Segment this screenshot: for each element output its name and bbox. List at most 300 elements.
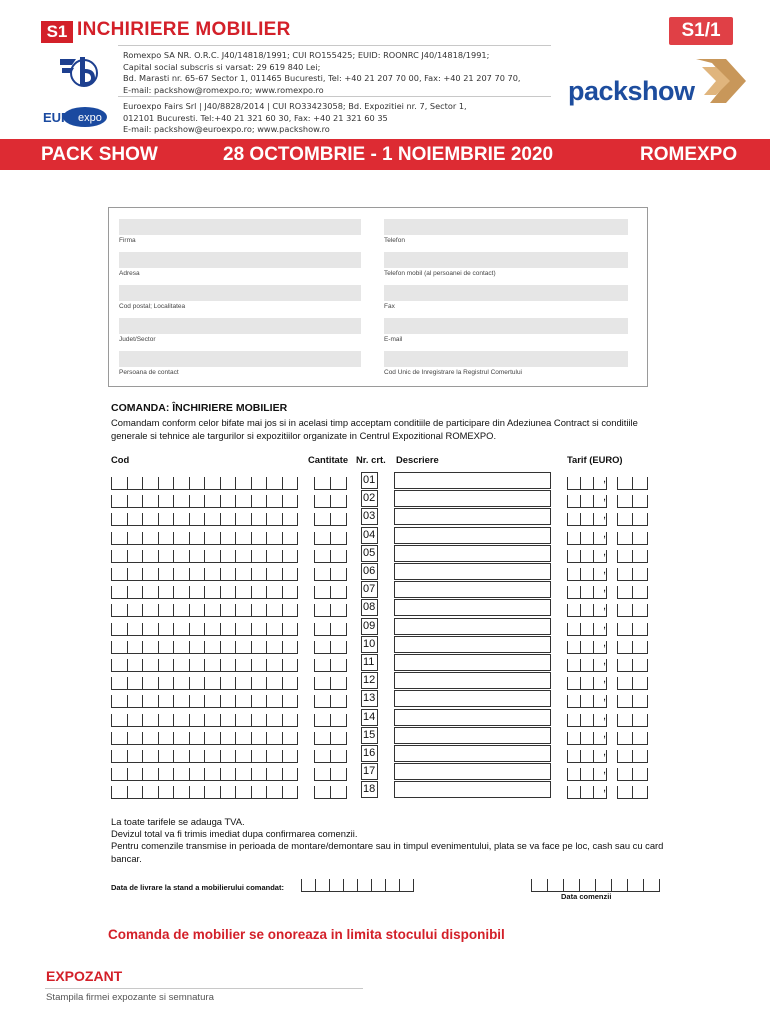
svg-text:expo: expo <box>78 112 102 124</box>
price-decimal-cell-tick <box>617 477 618 490</box>
exhibitor-title: EXPOZANT <box>46 968 123 984</box>
price-decimal-cell-tick <box>632 786 633 799</box>
quantity-cell-tick <box>330 750 331 763</box>
quantity-cell-tick <box>314 659 315 672</box>
code-cell-tick <box>235 677 236 690</box>
price-cell-tick <box>567 550 568 563</box>
code-cell-tick <box>173 568 174 581</box>
event-name: PACK SHOW <box>41 144 158 165</box>
code-cell-tick <box>297 586 298 599</box>
price-cell-tick <box>567 695 568 708</box>
price-cell-tick <box>593 604 594 617</box>
price-decimal-cell-tick <box>632 714 633 727</box>
code-cell-tick <box>251 495 252 508</box>
quantity-cell-tick <box>314 695 315 708</box>
quantity-cell-tick <box>346 732 347 745</box>
quantity-cell-tick <box>346 750 347 763</box>
code-cell-tick <box>204 677 205 690</box>
price-decimal-cell-tick <box>617 513 618 526</box>
code-cell-tick <box>142 714 143 727</box>
code-cell-tick <box>127 750 128 763</box>
code-cell-tick <box>220 677 221 690</box>
price-cell-tick <box>567 568 568 581</box>
code-cell-tick <box>173 641 174 654</box>
code-cell-tick <box>127 513 128 526</box>
packshow-logo-text: packshow <box>568 76 695 106</box>
code-input[interactable] <box>0 472 770 490</box>
field-label: Judet/Sector <box>119 336 156 343</box>
code-cell-tick <box>189 641 190 654</box>
price-decimal-cell-tick <box>632 604 633 617</box>
quantity-cell-tick <box>346 513 347 526</box>
price-cell-tick <box>593 714 594 727</box>
delivery-box-cell-tick <box>301 879 302 892</box>
code-cell-tick <box>235 477 236 490</box>
description-input[interactable] <box>394 618 551 635</box>
order-row <box>0 563 770 581</box>
order-date-box-cell-tick <box>595 879 596 892</box>
column-header-price: Tarif (EURO) <box>567 454 623 465</box>
description-input[interactable] <box>394 490 551 507</box>
price-decimal-cell-tick <box>647 477 648 490</box>
delivery-box-comb <box>301 876 413 892</box>
code-cell-tick <box>189 677 190 690</box>
code-cell-tick <box>158 586 159 599</box>
code-cell-tick <box>111 513 112 526</box>
quantity-cell-tick <box>330 732 331 745</box>
quantity-cell-tick <box>330 532 331 545</box>
price-decimal-cell-tick <box>647 659 648 672</box>
price-decimal-cell-tick <box>632 513 633 526</box>
code-input[interactable] <box>0 563 770 581</box>
code-cell-tick <box>251 750 252 763</box>
code-cell-tick <box>142 568 143 581</box>
price-cell-tick <box>567 786 568 799</box>
price-cell-tick <box>580 550 581 563</box>
code-cell-tick <box>251 532 252 545</box>
code-cell-tick <box>142 495 143 508</box>
description-input[interactable] <box>394 763 551 780</box>
code-cell-tick <box>142 586 143 599</box>
code-cell-tick <box>127 786 128 799</box>
order-row <box>0 654 770 672</box>
code-cell-tick <box>251 714 252 727</box>
code-cell-tick <box>142 768 143 781</box>
description-input[interactable] <box>394 472 551 489</box>
price-decimal-cell-tick <box>647 532 648 545</box>
code-cell-tick <box>220 659 221 672</box>
code-cell-tick <box>189 623 190 636</box>
code-cell-tick <box>251 786 252 799</box>
code-cell-tick <box>282 477 283 490</box>
price-decimal-cell-tick <box>617 604 618 617</box>
code-cell-tick <box>220 714 221 727</box>
code-cell-tick <box>158 550 159 563</box>
phone-field[interactable] <box>384 219 628 235</box>
code-cell-tick <box>235 568 236 581</box>
code-cell-tick <box>235 495 236 508</box>
code-cell-tick <box>173 695 174 708</box>
price-cell-baseline <box>567 798 606 799</box>
code-input[interactable] <box>0 508 770 526</box>
code-cell-tick <box>220 732 221 745</box>
price-decimal-cell-tick <box>617 659 618 672</box>
code-input[interactable] <box>0 745 770 763</box>
code-cell-tick <box>173 732 174 745</box>
price-cell-tick <box>593 695 594 708</box>
code-input[interactable] <box>0 527 770 545</box>
price-cell-tick <box>580 477 581 490</box>
code-cell-tick <box>266 586 267 599</box>
order-date-box-cell-tick <box>563 879 564 892</box>
field-label: E-mail <box>384 336 403 343</box>
price-cell-tick <box>580 586 581 599</box>
decimal-comma: , <box>603 655 607 667</box>
code-cell-tick <box>282 659 283 672</box>
description-input[interactable] <box>394 781 551 798</box>
code-cell-tick <box>235 513 236 526</box>
quantity-cell-tick <box>330 604 331 617</box>
code-cell-tick <box>266 513 267 526</box>
delivery-box-cell-tick <box>343 879 344 892</box>
stock-notice: Comanda de mobilier se onoreaza in limita stocului disponibil <box>108 927 505 942</box>
price-cell-tick <box>593 586 594 599</box>
price-cell-tick <box>567 659 568 672</box>
field-label: Cod postal; Localitatea <box>119 303 186 310</box>
order-row <box>0 618 770 636</box>
code-cell-tick <box>173 477 174 490</box>
price-cell-tick <box>567 513 568 526</box>
code-cell-tick <box>235 532 236 545</box>
price-decimal-cell-tick <box>647 768 648 781</box>
quantity-cell-tick <box>330 495 331 508</box>
code-input[interactable] <box>0 690 770 708</box>
code-cell-tick <box>127 641 128 654</box>
code-cell-tick <box>204 732 205 745</box>
code-cell-tick <box>220 568 221 581</box>
price-decimal-cell-tick <box>632 750 633 763</box>
price-cell-tick <box>580 641 581 654</box>
decimal-comma: , <box>603 709 607 722</box>
code-cell-tick <box>251 513 252 526</box>
code-cell-tick <box>297 786 298 799</box>
delivery-date-label: Data de livrare la stand a mobilierului comandat: <box>111 883 284 892</box>
decimal-comma: , <box>603 473 607 485</box>
county-field[interactable] <box>119 318 361 334</box>
code-cell-tick <box>173 714 174 727</box>
quantity-cell-tick <box>330 641 331 654</box>
price-cell-tick <box>580 786 581 799</box>
row-number: 01 <box>361 472 378 489</box>
code-cell-tick <box>266 659 267 672</box>
code-cell-tick <box>111 786 112 799</box>
code-cell-tick <box>251 695 252 708</box>
code-cell-tick <box>127 659 128 672</box>
code-cell-tick <box>173 604 174 617</box>
price-cell-tick <box>593 786 594 799</box>
fax-field[interactable] <box>384 285 628 301</box>
quantity-cell-tick <box>314 604 315 617</box>
code-cell-tick <box>173 786 174 799</box>
description-input[interactable] <box>394 599 551 616</box>
code-input[interactable] <box>0 581 770 599</box>
code-cell-tick <box>235 659 236 672</box>
row-number: 07 <box>361 581 378 598</box>
quantity-cell-tick <box>330 677 331 690</box>
contact-person-field[interactable] <box>119 351 361 367</box>
code-input[interactable] <box>0 654 770 672</box>
code-input[interactable] <box>0 618 770 636</box>
price-cell-tick <box>606 604 607 617</box>
row-number: 05 <box>361 545 378 562</box>
code-input[interactable] <box>0 636 770 654</box>
code-cell-tick <box>282 532 283 545</box>
address-field[interactable] <box>119 252 361 268</box>
code-cell-tick <box>297 768 298 781</box>
code-cell-tick <box>297 495 298 508</box>
quantity-cell-tick <box>346 550 347 563</box>
code-cell-tick <box>189 659 190 672</box>
delivery-date-field[interactable] <box>301 876 413 892</box>
code-cell-tick <box>111 586 112 599</box>
price-cell-tick <box>606 568 607 581</box>
price-cell-tick <box>580 513 581 526</box>
code-cell-tick <box>235 641 236 654</box>
quantity-cell-tick <box>346 623 347 636</box>
description-input[interactable] <box>394 672 551 689</box>
code-cell-tick <box>158 732 159 745</box>
code-cell-tick <box>189 550 190 563</box>
code-input[interactable] <box>0 545 770 563</box>
code-cell-tick <box>220 768 221 781</box>
price-cell-tick <box>580 695 581 708</box>
price-decimal-cell-tick <box>617 677 618 690</box>
euroexpo-logo <box>41 106 109 128</box>
quantity-cell-tick <box>330 695 331 708</box>
description-input[interactable] <box>394 690 551 707</box>
price-decimal-cell-tick <box>632 586 633 599</box>
code-cell-tick <box>158 532 159 545</box>
quantity-cell-tick <box>330 568 331 581</box>
code-cell-tick <box>173 550 174 563</box>
price-decimal-cell-tick <box>632 495 633 508</box>
field-label: Adresa <box>119 270 140 277</box>
code-cell-tick <box>251 568 252 581</box>
description-input[interactable] <box>394 581 551 598</box>
event-dates: 28 OCTOMBRIE - 1 NOIEMBRIE 2020 <box>223 144 554 165</box>
order-row <box>0 763 770 781</box>
price-decimal-cell-tick <box>617 586 618 599</box>
price-cell-tick <box>567 477 568 490</box>
order-row <box>0 581 770 599</box>
quantity-cell-tick <box>330 786 331 799</box>
code-cell-tick <box>127 550 128 563</box>
quantity-cell-tick <box>330 714 331 727</box>
order-row <box>0 636 770 654</box>
price-cell-tick <box>593 677 594 690</box>
code-input[interactable] <box>0 727 770 745</box>
code-cell-tick <box>266 750 267 763</box>
code-cell-tick <box>235 732 236 745</box>
code-cell-tick <box>173 750 174 763</box>
code-input[interactable] <box>0 490 770 508</box>
price-cell-tick <box>593 659 594 672</box>
code-cell-tick <box>173 495 174 508</box>
code-cell-tick <box>111 768 112 781</box>
code-cell-tick <box>111 732 112 745</box>
code-cell-tick <box>266 495 267 508</box>
price-cell-tick <box>606 695 607 708</box>
code-cell-tick <box>127 768 128 781</box>
description-input[interactable] <box>394 654 551 671</box>
code-input[interactable] <box>0 709 770 727</box>
code-input[interactable] <box>0 672 770 690</box>
order-date-field[interactable] <box>531 876 659 892</box>
quantity-cell-tick <box>346 586 347 599</box>
price-decimal-cell-tick <box>617 732 618 745</box>
price-cell-tick <box>593 641 594 654</box>
price-decimal-cell-tick <box>647 604 648 617</box>
description-input[interactable] <box>394 636 551 653</box>
order-date-box-cell-tick <box>659 879 660 892</box>
description-input[interactable] <box>394 545 551 562</box>
code-cell-tick <box>189 768 190 781</box>
price-decimal-cell-tick <box>617 695 618 708</box>
description-input[interactable] <box>394 527 551 544</box>
quantity-cell-tick <box>314 513 315 526</box>
stamp-signature-label: Stampila firmei expozante si semnatura <box>46 992 214 1003</box>
code-input[interactable] <box>0 599 770 617</box>
code-cell-tick <box>158 750 159 763</box>
code-cell-tick <box>189 604 190 617</box>
row-number: 18 <box>361 781 378 798</box>
quantity-cell-tick <box>346 495 347 508</box>
code-cell-tick <box>282 786 283 799</box>
price-cell-tick <box>606 641 607 654</box>
code-cell-tick <box>111 568 112 581</box>
code-cell-tick <box>235 604 236 617</box>
delivery-box-cell-tick <box>315 879 316 892</box>
quantity-cell-tick <box>314 641 315 654</box>
row-number: 16 <box>361 745 378 762</box>
code-cell-tick <box>127 714 128 727</box>
price-decimal-cell-tick <box>617 568 618 581</box>
code-cell-tick <box>142 623 143 636</box>
quantity-cell-tick <box>314 550 315 563</box>
row-number: 13 <box>361 690 378 707</box>
code-cell-tick <box>142 477 143 490</box>
order-date-box-cell-tick <box>579 879 580 892</box>
postal-code-field[interactable] <box>119 285 361 301</box>
description-input[interactable] <box>394 508 551 525</box>
header-divider <box>118 45 551 46</box>
field-label: Firma <box>119 237 136 244</box>
code-cell-tick <box>127 532 128 545</box>
row-number: 11 <box>361 654 378 671</box>
price-cell-tick <box>580 623 581 636</box>
romexpo-logo <box>58 51 98 89</box>
code-cell-tick <box>282 750 283 763</box>
price-decimal-cell-tick <box>632 550 633 563</box>
quantity-cell-tick <box>314 477 315 490</box>
description-input[interactable] <box>394 745 551 762</box>
price-decimal-cell-tick <box>632 532 633 545</box>
event-venue: ROMEXPO <box>640 144 738 165</box>
price-cell-tick <box>580 659 581 672</box>
price-cell-tick <box>606 586 607 599</box>
description-input[interactable] <box>394 563 551 580</box>
code-cell-tick <box>111 550 112 563</box>
code-cell-tick <box>142 786 143 799</box>
code-input[interactable] <box>0 781 770 799</box>
price-decimal-cell-tick <box>632 623 633 636</box>
code-input[interactable] <box>0 763 770 781</box>
code-cell-tick <box>297 550 298 563</box>
code-cell-tick <box>235 768 236 781</box>
order-row <box>0 745 770 763</box>
code-cell-tick <box>158 623 159 636</box>
delivery-box-cell-tick <box>385 879 386 892</box>
price-cell-tick <box>606 768 607 781</box>
code-cell-tick <box>158 495 159 508</box>
price-cell-tick <box>567 714 568 727</box>
description-input[interactable] <box>394 727 551 744</box>
code-cell-tick <box>189 714 190 727</box>
code-cell-tick <box>111 677 112 690</box>
price-cell-tick <box>606 677 607 690</box>
price-cell-tick <box>606 659 607 672</box>
code-cell-tick <box>142 659 143 672</box>
row-number: 14 <box>361 709 378 726</box>
price-decimal-cell-tick <box>632 477 633 490</box>
price-decimal-cell-tick <box>647 568 648 581</box>
event-banner <box>0 139 770 170</box>
code-cell-tick <box>266 714 267 727</box>
price-decimal-cell-tick <box>632 568 633 581</box>
code-cell-tick <box>235 750 236 763</box>
quantity-cell-tick <box>330 659 331 672</box>
row-number: 12 <box>361 672 378 689</box>
order-date-box-comb <box>531 876 659 892</box>
company-field[interactable] <box>119 219 361 235</box>
order-notes: La toate tarifele se adauga TVA. Devizul total va fi trimis imediat dupa confirmarea comenzii. Pentru comenzile transmise in perioada de montare/demontare sau in timpul evenimentului, plata se va face pe loc, cash sau cu card bancar. <box>111 816 664 864</box>
decimal-comma: , <box>603 582 607 595</box>
code-cell-tick <box>297 659 298 672</box>
email-field[interactable] <box>384 318 628 334</box>
delivery-box-cell-tick <box>371 879 372 892</box>
price-decimal-cell-tick <box>632 732 633 745</box>
code-cell-tick <box>282 768 283 781</box>
decimal-comma: , <box>603 527 607 540</box>
order-row <box>0 709 770 727</box>
description-input[interactable] <box>394 709 551 726</box>
code-cell-tick <box>204 495 205 508</box>
code-cell-tick <box>204 568 205 581</box>
mobile-field[interactable] <box>384 252 628 268</box>
decimal-comma: , <box>603 782 607 795</box>
registration-code-field[interactable] <box>384 351 628 367</box>
price-cell-tick <box>580 568 581 581</box>
code-cell-tick <box>251 623 252 636</box>
code-cell-tick <box>142 695 143 708</box>
signature-line <box>45 988 363 989</box>
price-decimal-cell-tick <box>647 677 648 690</box>
price-cell-tick <box>567 750 568 763</box>
code-cell-tick <box>251 586 252 599</box>
code-cell-tick <box>297 477 298 490</box>
code-cell-tick <box>266 532 267 545</box>
code-cell-tick <box>173 513 174 526</box>
